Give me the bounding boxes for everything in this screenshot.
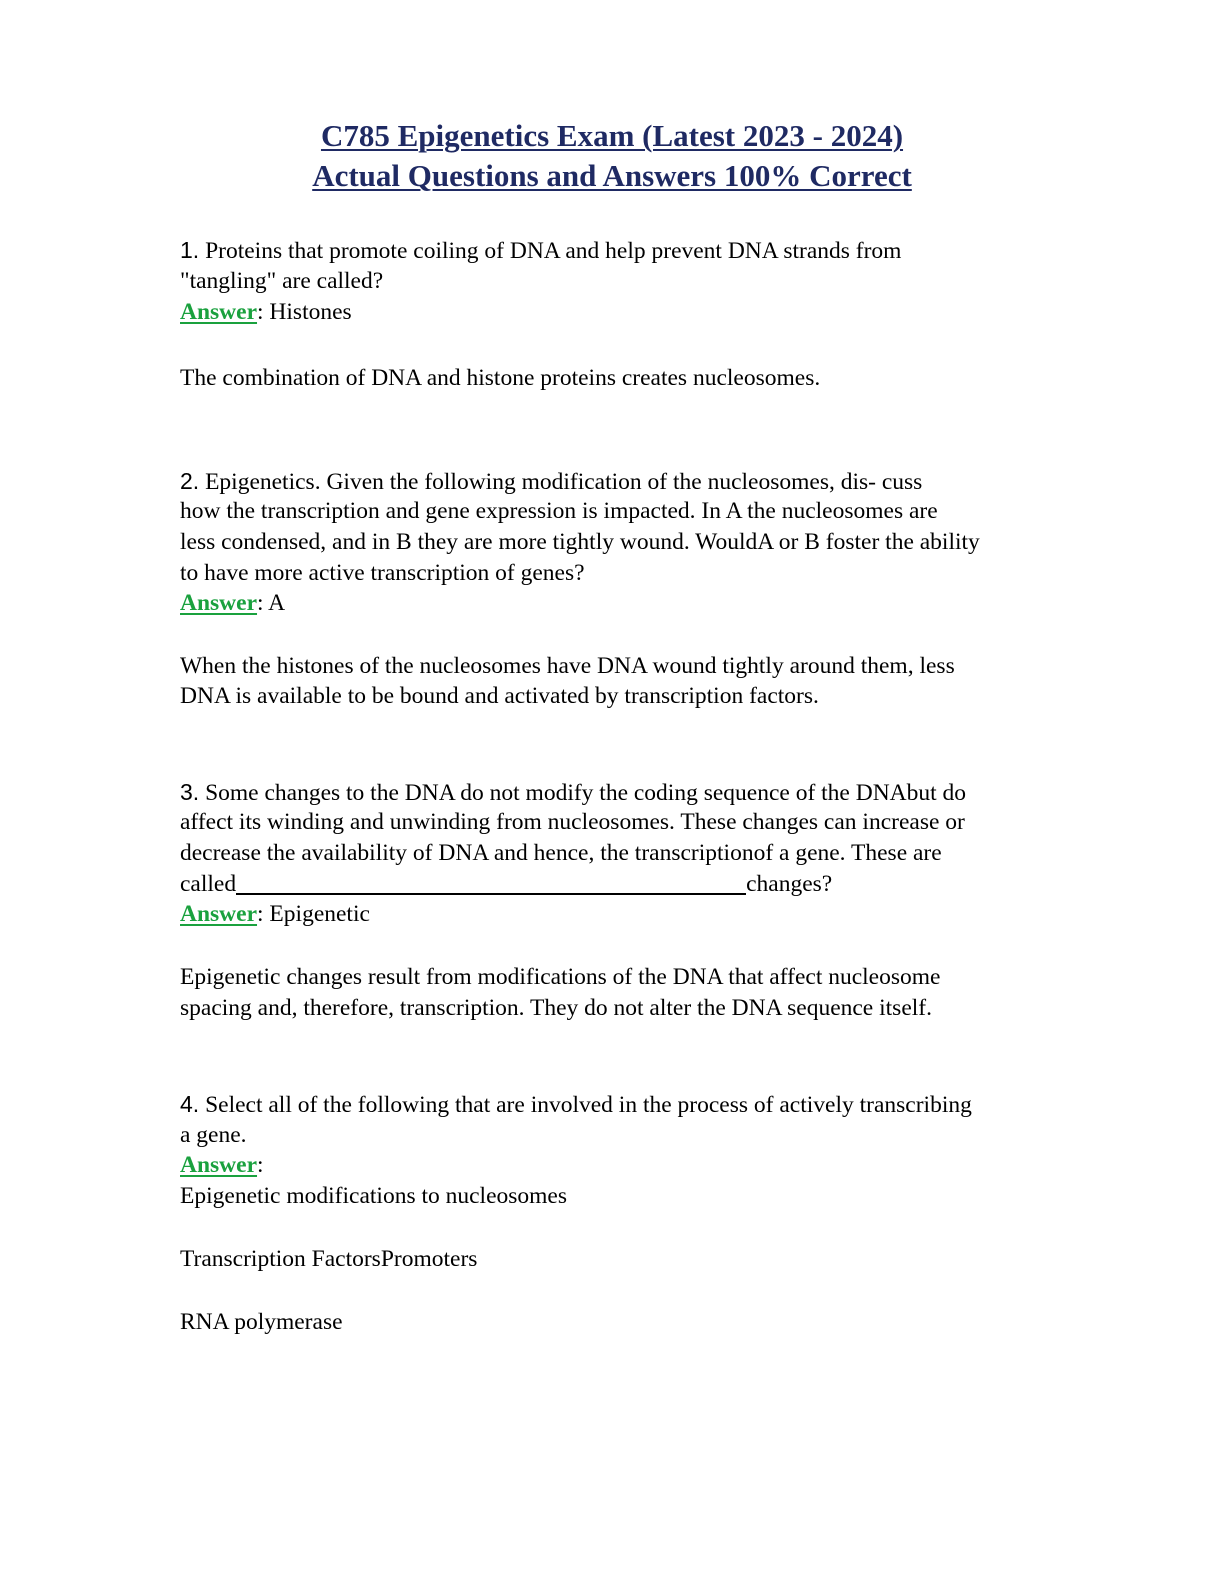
question-2-line-4: to have more active transcription of genes? <box>180 560 585 586</box>
question-number: 4. <box>180 1091 200 1117</box>
question-3-line-4 <box>180 869 832 899</box>
question-1-line-2: "tangling" are called? <box>180 268 384 294</box>
answer-value: : Epigenetic <box>257 901 370 927</box>
answer-label: Answer <box>180 299 258 325</box>
question-3-line-2: affect its winding and unwinding from nucleosomes. These changes can increase or <box>180 809 965 835</box>
question-text: Proteins that promote coiling of DNA and help prevent DNA strands from <box>205 238 902 264</box>
question-4-line-2: a gene. <box>180 1122 247 1148</box>
question-text: Select all of the following that are involved in the process of actively transcribing <box>205 1092 972 1118</box>
question-3-explanation-line-1: Epigenetic changes result from modifications of the DNA that affect nucleosome <box>180 964 941 990</box>
page-title-line-2: Actual Questions and Answers 100% Correct <box>312 158 912 193</box>
question-4-answer-item-2: Transcription FactorsPromoters <box>180 1246 478 1272</box>
fill-in-blank <box>236 871 746 895</box>
answer-value: : A <box>257 590 286 616</box>
question-number: 2. <box>180 468 200 494</box>
answer-label: Answer <box>180 1152 258 1178</box>
question-2-explanation-line-1: When the histones of the nucleosomes have DNA wound tightly around them, less <box>180 653 955 679</box>
question-4-answer-item-3: RNA polymerase <box>180 1309 343 1335</box>
question-1-line-1 <box>180 235 901 266</box>
question-1-answer <box>180 297 352 327</box>
question-4-answer <box>180 1150 264 1180</box>
question-2-line-2: how the transcription and gene expression is impacted. In A the nucleosomes are <box>180 498 938 524</box>
question-1-explanation: The combination of DNA and histone proteins creates nucleosomes. <box>180 365 821 391</box>
page-title-line-1: C785 Epigenetics Exam (Latest 2023 - 2024) <box>320 118 904 153</box>
question-number: 1. <box>180 237 200 263</box>
question-text: Epigenetics. Given the following modification of the nucleosomes, dis- cuss <box>205 469 923 495</box>
question-3-line-3: decrease the availability of DNA and hence, the transcriptionof a gene. These are <box>180 840 942 866</box>
question-3-line-1 <box>180 777 966 808</box>
question-2-explanation-line-2: DNA is available to be bound and activated by transcription factors. <box>180 683 819 709</box>
question-2-line-1 <box>180 466 922 497</box>
answer-value: : <box>257 1152 264 1178</box>
question-2-line-3: less condensed, and in B they are more tightly wound. WouldA or B foster the ability <box>180 529 980 555</box>
answer-label: Answer <box>180 590 258 616</box>
question-3-answer <box>180 899 370 929</box>
question-text: Some changes to the DNA do not modify the coding sequence of the DNAbut do <box>205 780 967 806</box>
question-4-answer-item-1: Epigenetic modifications to nucleosomes <box>180 1183 568 1209</box>
answer-label: Answer <box>180 901 258 927</box>
question-2-answer <box>180 588 285 618</box>
blank-suffix: changes? <box>746 871 833 897</box>
question-number: 3. <box>180 779 200 805</box>
question-4-line-1 <box>180 1089 972 1120</box>
blank-prefix: called <box>180 871 237 897</box>
answer-value: : Histones <box>257 299 352 325</box>
question-3-explanation-line-2: spacing and, therefore, transcription. They do not alter the DNA sequence itself. <box>180 995 932 1021</box>
